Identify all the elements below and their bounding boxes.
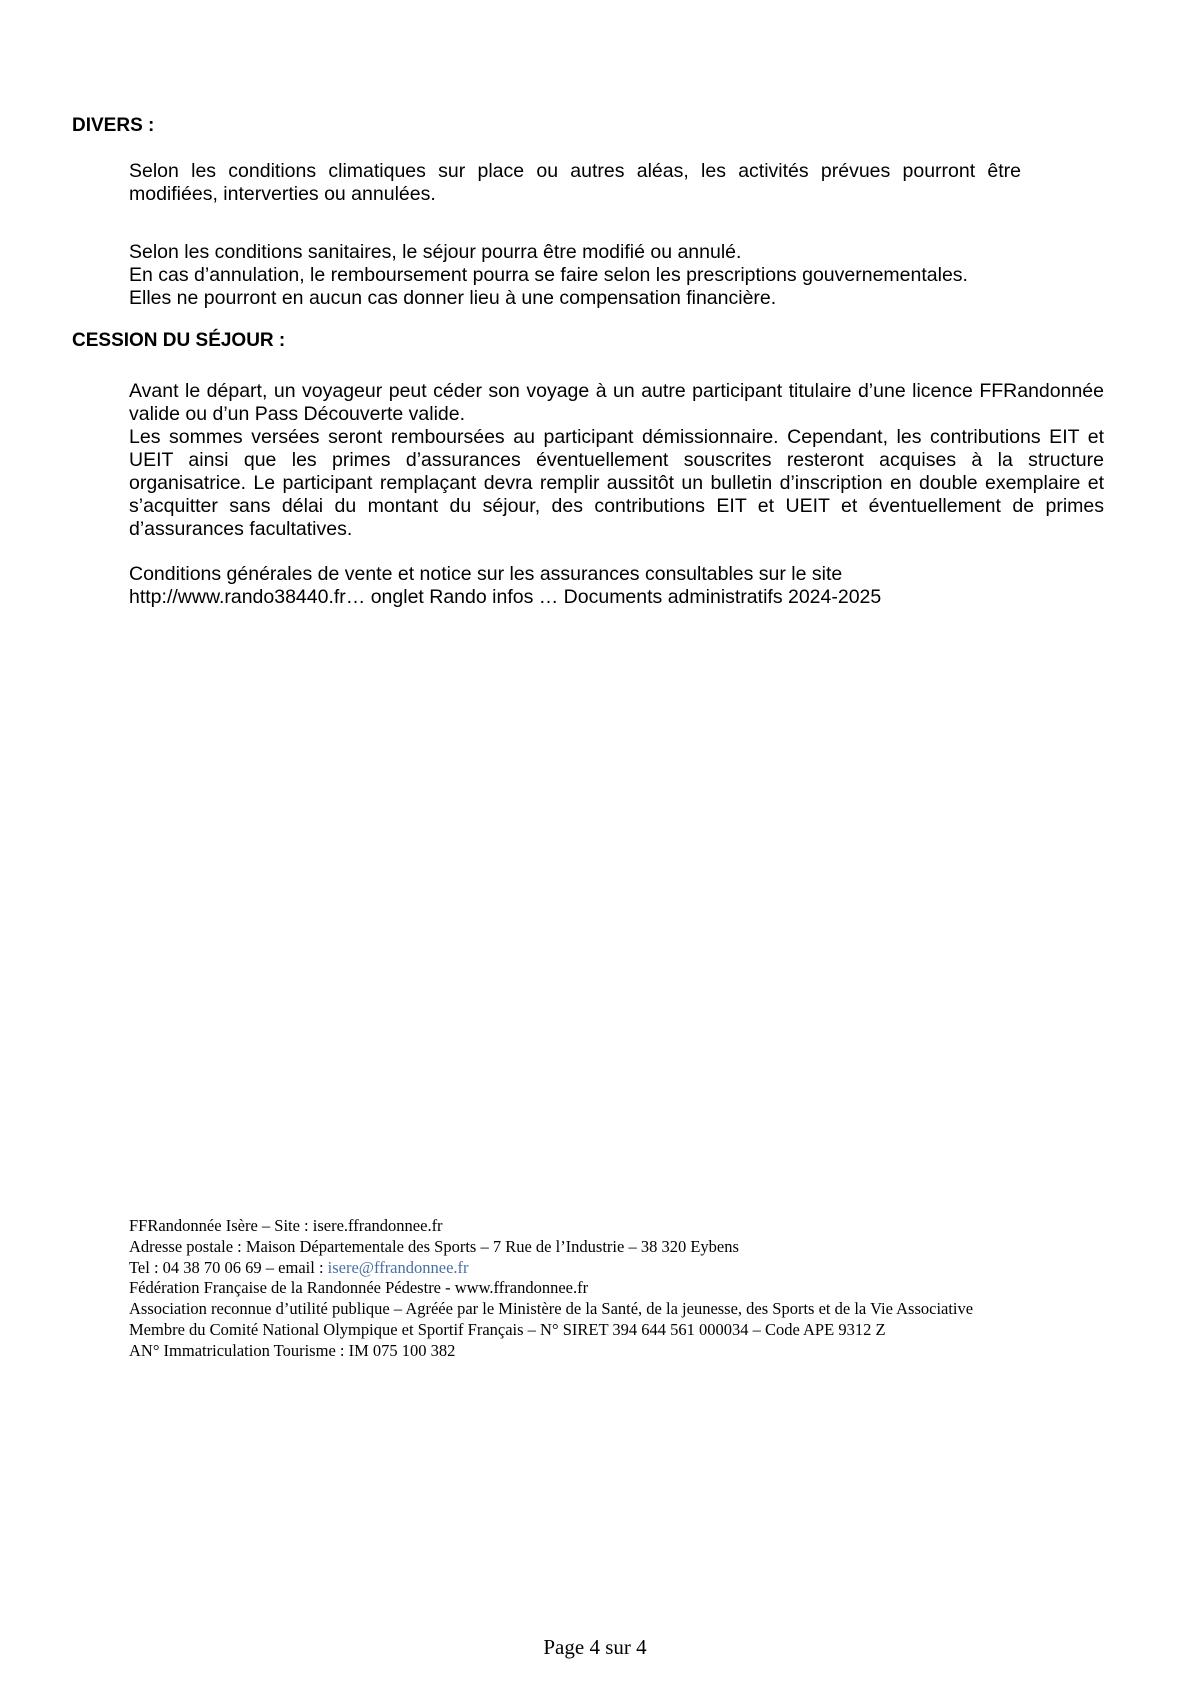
footer-registration-line: AN° Immatriculation Tourisme : IM 075 100 382 — [129, 1340, 456, 1360]
footer-association-line: Association reconnue d’utilité publique – Agréée par le Ministère de la Santé, de la jeunesse, des Sports et de la Vie Associative — [129, 1299, 974, 1319]
section-heading-divers: DIVERS : — [72, 115, 155, 136]
cession-paragraph-refund: Les sommes versées seront remboursées au participant démissionnaire. Cependant, les contributions EIT et UEIT ainsi que les primes d’assurances éventuellement souscrites resteront acquises à la structure organisatrice. Le participant remplaçant devra remplir aussitôt un bulletin d’inscription en double exemplaire et s’acquitter sans délai du montant du séjour, des contributions EIT et UEIT et éventuellement de primes d’assurances facultatives. — [129, 426, 1104, 540]
footer-address-line: Adresse postale : Maison Départementale des Sports – 7 Rue de l’Industrie – 38 320 Eybens — [129, 1236, 739, 1256]
footer-membership-line: Membre du Comité National Olympique et Sportif Français – N° SIRET 394 644 561 000034 – Code APE 9312 Z — [129, 1319, 886, 1339]
footer-federation-line: Fédération Française de la Randonnée Pédestre - www.ffrandonnee.fr — [129, 1278, 589, 1298]
cession-paragraph-transfer: Avant le départ, un voyageur peut céder son voyage à un autre participant titulaire d’une licence FFRandonnée valide ou d’un Pass Découverte valide. — [129, 380, 1104, 425]
footer-contact-block — [129, 1216, 973, 1362]
footer-phone-text: Tel : 04 38 70 06 69 – email : — [129, 1257, 328, 1277]
text-line: Conditions générales de vente et notice sur les assurances consultables sur le site — [129, 563, 843, 585]
email-link[interactable]: isere@ffrandonnee.fr — [327, 1257, 469, 1277]
divers-paragraph-sanitary — [129, 241, 968, 310]
page-number: Page 4 sur 4 — [543, 1635, 647, 1659]
section-heading-cession: CESSION DU SÉJOUR : — [72, 330, 286, 351]
text-line: En cas d’annulation, le remboursement pourra se faire selon les prescriptions gouvernementales. — [129, 264, 968, 286]
text-line: Elles ne pourront en aucun cas donner lieu à une compensation financière. — [129, 287, 777, 309]
text-line: http://www.rando38440.fr… onglet Rando infos … Documents administratifs 2024-2025 — [129, 586, 882, 608]
text-line: Selon les conditions sanitaires, le séjour pourra être modifié ou annulé. — [129, 241, 742, 263]
footer-site-line: FFRandonnée Isère – Site : isere.ffrandonnee.fr — [129, 1216, 443, 1235]
divers-paragraph-weather: Selon les conditions climatiques sur place ou autres aléas, les activités prévues pourront être modifiées, interverties ou annulées. — [129, 160, 1021, 205]
cession-paragraph-conditions — [129, 563, 881, 609]
footer-contact-line — [129, 1258, 973, 1279]
